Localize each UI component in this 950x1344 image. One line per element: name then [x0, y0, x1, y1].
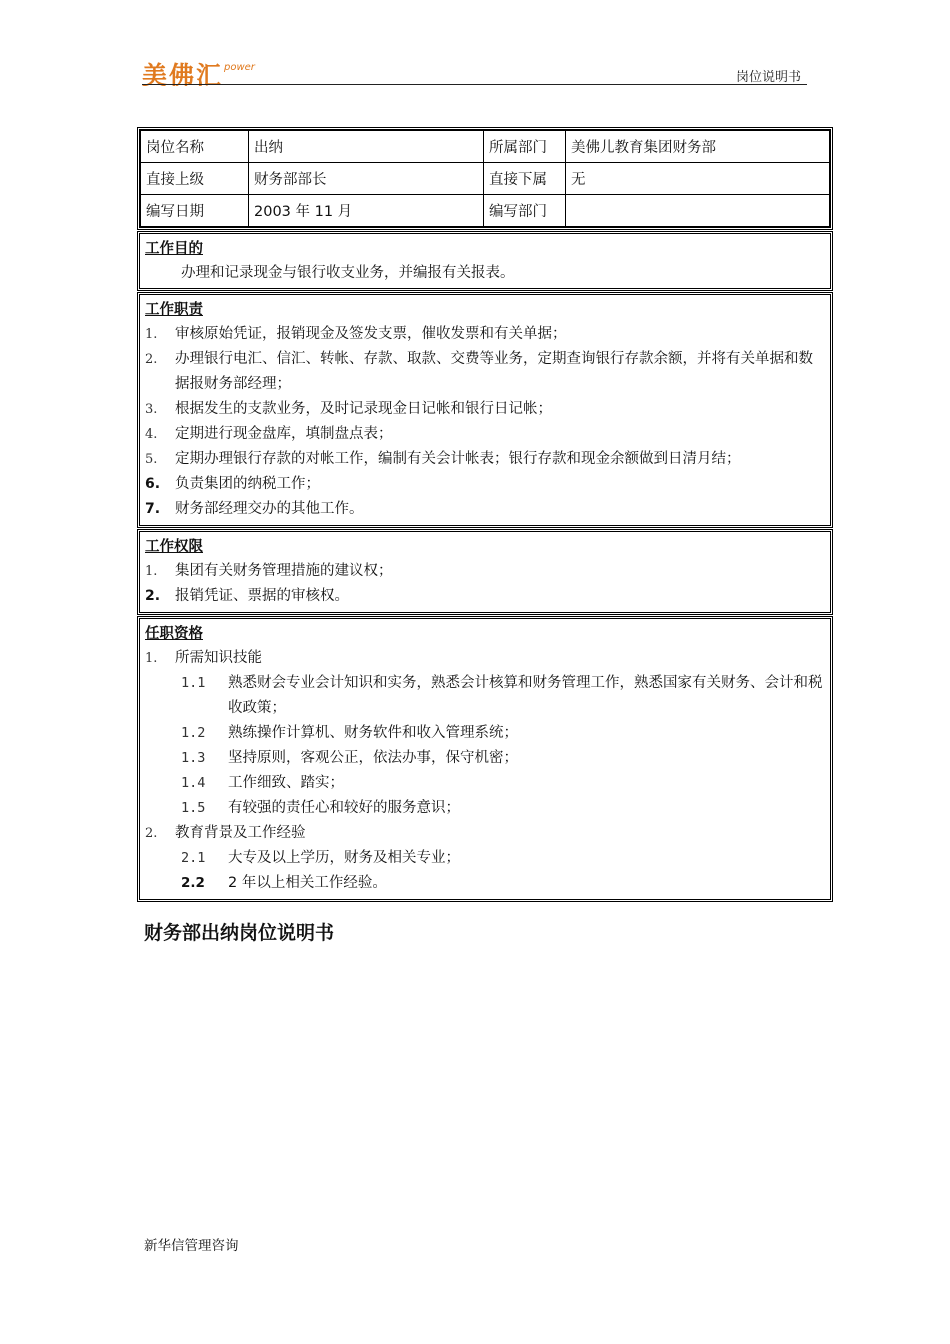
list-number: 5.: [145, 452, 158, 467]
position-name-value: 出纳: [249, 131, 484, 163]
list-text: 大专及以上学历，财务及相关专业；: [228, 850, 460, 866]
list-text: 办理银行电汇、信汇、转帐、存款、取款、交费等业务，定期查询银行存款余额，并将有关单据和数据报财务部经理；: [175, 351, 813, 392]
subordinate-value: 无: [566, 163, 830, 195]
authority-title: 工作权限: [145, 539, 203, 555]
purpose-section: [137, 231, 833, 291]
logo-text: 美佛汇: [142, 61, 224, 86]
sub-list-item: [145, 721, 825, 746]
list-number: 1.4: [181, 775, 206, 791]
list-item: [145, 422, 825, 447]
purpose-text: 办理和记录现金与银行收支业务，并编报有关报表。: [181, 265, 515, 281]
list-text: 财务部经理交办的其他工作。: [175, 501, 364, 517]
list-number: 1.: [145, 327, 158, 342]
list-text: 工作细致、踏实；: [228, 775, 344, 791]
company-logo: [142, 60, 278, 86]
list-number: 2.2: [181, 875, 205, 891]
list-text: 定期进行现金盘库，填制盘点表；: [175, 426, 393, 442]
purpose-title: 工作目的: [145, 241, 203, 257]
list-number: 1.2: [181, 725, 206, 741]
list-text: 熟练操作计算机、财务软件和收入管理系统；: [228, 725, 518, 741]
header-title: 岗位说明书: [736, 70, 802, 85]
list-item: [145, 584, 825, 609]
list-item: [145, 821, 825, 846]
list-number: 2.: [145, 352, 158, 367]
list-text: 根据发生的支款业务，及时记录现金日记帐和银行日记帐；: [175, 401, 552, 417]
list-text: 审核原始凭证，报销现金及签发支票，催收发票和有关单据；: [175, 326, 567, 342]
department-value: 美佛儿教育集团财务部: [566, 131, 830, 163]
author-dept-value: [566, 195, 830, 227]
list-text: 2 年以上相关工作经验。: [228, 875, 387, 891]
info-table: [140, 130, 830, 227]
list-number: 2.: [145, 588, 161, 604]
footer-company: 新华信管理咨询: [144, 1238, 239, 1254]
sub-list-item: [145, 771, 825, 796]
supervisor-label: 直接上级: [141, 163, 249, 195]
list-number: 2.1: [181, 850, 206, 866]
header-rule: [142, 84, 807, 85]
list-number: 2.: [145, 826, 158, 841]
list-text: 所需知识技能: [175, 650, 262, 666]
list-item: [145, 347, 825, 397]
list-item: [145, 472, 825, 497]
list-number: 6.: [145, 476, 161, 492]
list-text: 教育背景及工作经验: [175, 825, 306, 841]
list-number: 1.5: [181, 800, 206, 816]
list-text: 坚持原则，客观公正，依法办事，保守机密；: [228, 750, 518, 766]
date-label: 编写日期: [141, 195, 249, 227]
sub-list-item: [145, 871, 825, 896]
list-item: [145, 322, 825, 347]
list-number: 1.3: [181, 750, 206, 766]
info-block: [137, 127, 833, 230]
author-dept-label: 编写部门: [484, 195, 566, 227]
sub-list-item: [145, 671, 825, 721]
list-text: 定期办理银行存款的对帐工作，编制有关会计帐表；银行存款和现金余额做到日清月结；: [175, 451, 741, 467]
subordinate-label: 直接下属: [484, 163, 566, 195]
list-number: 1.: [145, 651, 158, 666]
list-item: [145, 646, 825, 671]
list-text: 报销凭证、票据的审核权。: [175, 588, 349, 604]
list-number: 4.: [145, 427, 158, 442]
qualification-title: 任职资格: [145, 626, 203, 642]
table-row: [141, 131, 830, 163]
list-item: [145, 497, 825, 522]
logo-superscript: power: [224, 62, 255, 73]
table-row: [141, 163, 830, 195]
table-row: [141, 195, 830, 227]
list-text: 负责集团的纳税工作；: [175, 476, 320, 492]
list-text: 熟悉财会专业会计知识和实务，熟悉会计核算和财务管理工作，熟悉国家有关财务、会计和税收政策；: [228, 675, 823, 716]
list-number: 7.: [145, 501, 161, 517]
position-name-label: 岗位名称: [141, 131, 249, 163]
list-item: [145, 559, 825, 584]
list-text: 集团有关财务管理措施的建议权；: [175, 563, 393, 579]
list-item: [145, 397, 825, 422]
list-text: 有较强的责任心和较好的服务意识；: [228, 800, 460, 816]
supervisor-value: 财务部部长: [249, 163, 484, 195]
list-number: 3.: [145, 402, 158, 417]
date-value: 2003 年 11 月: [249, 195, 484, 227]
list-number: 1.1: [181, 675, 206, 691]
duties-section: [137, 292, 833, 528]
document-title: 财务部出纳岗位说明书: [144, 922, 335, 944]
sub-list-item: [145, 746, 825, 771]
department-label: 所属部门: [484, 131, 566, 163]
duties-title: 工作职责: [145, 302, 203, 318]
sub-list-item: [145, 846, 825, 871]
qualification-section: [137, 616, 833, 902]
list-number: 1.: [145, 564, 158, 579]
job-description: [137, 127, 833, 902]
authority-section: [137, 529, 833, 615]
sub-list-item: [145, 796, 825, 821]
list-item: [145, 447, 825, 472]
